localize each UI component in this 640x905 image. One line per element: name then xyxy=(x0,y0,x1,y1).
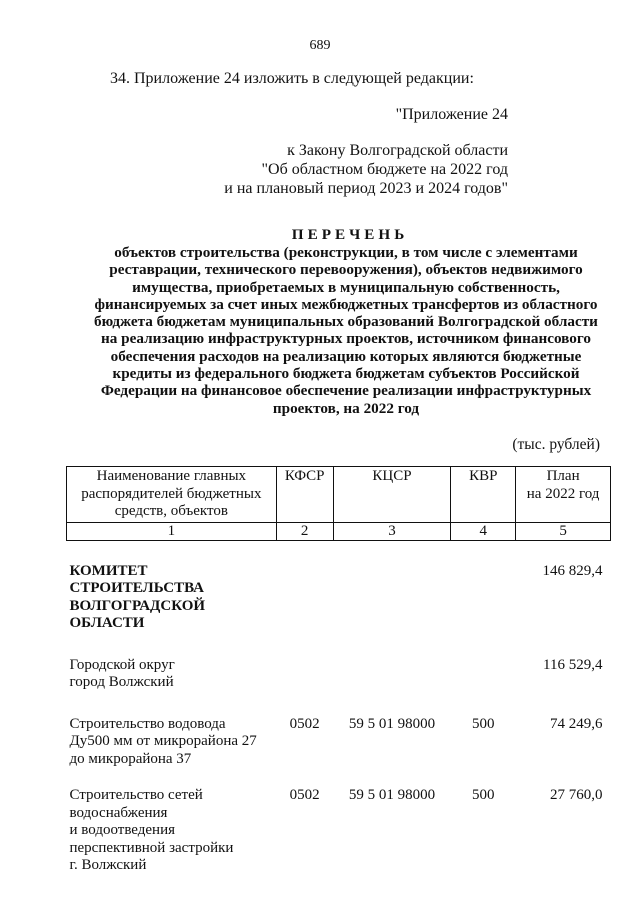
header-plan: План на 2022 год xyxy=(516,467,611,523)
column-number-row xyxy=(67,522,611,540)
header-kfsr: КФСР xyxy=(276,467,333,523)
row-amount: 146 829,4 xyxy=(542,562,603,579)
row-kvr xyxy=(451,657,516,692)
budget-table xyxy=(66,466,611,875)
row-kvr xyxy=(451,563,516,633)
page-number: 689 xyxy=(309,38,331,53)
header-kvr: КВР xyxy=(451,467,516,523)
header-name: Наименование главных распорядителей бюджетных средств, объектов xyxy=(67,467,277,523)
row-name: КОМИТЕТ СТРОИТЕЛЬСТВА ВОЛГОГРАДСКОЙ ОБЛАСТИ xyxy=(69,562,206,631)
row-kfsr: 0502 xyxy=(289,787,320,803)
row-name: Городской округ город Волжский xyxy=(69,656,175,690)
subheading-line: кредиты из федерального бюджета бюджетам субъектов Российской xyxy=(112,365,580,383)
subheading-line: Федерации на финансовое обеспечение реализации инфраструктурных xyxy=(100,382,592,400)
row-kfsr xyxy=(276,657,333,692)
amendment-instruction: 34. Приложение 24 изложить в следующей редакции: xyxy=(110,70,474,87)
column-number: 2 xyxy=(276,522,333,540)
table-row xyxy=(67,563,611,633)
row-kcsr xyxy=(333,563,451,633)
subheading-line: бюджета бюджетам муниципальных образований Волгоградской области xyxy=(94,313,598,331)
row-amount: 27 760,0 xyxy=(550,787,603,803)
row-kvr: 500 xyxy=(472,715,495,732)
subheading-line: имущества, приобретаемых в муниципальную собственность, xyxy=(132,278,560,296)
row-amount: 116 529,4 xyxy=(543,656,603,673)
table-row xyxy=(67,716,611,769)
units-label: (тыс. рублей) xyxy=(512,436,600,453)
column-number: 1 xyxy=(67,522,277,540)
subheading-line: финансируемых за счет иных межбюджетных трансфертов из областного xyxy=(94,295,598,313)
subheading-line: реставрации, технического перевооружения), объектов недвижимого xyxy=(109,261,583,279)
subheading-line: объектов строительства (реконструкции, в том числе с элементами xyxy=(114,244,578,261)
table-row xyxy=(67,787,611,875)
row-kfsr: 0502 xyxy=(289,715,320,732)
subheading-line: на реализацию инфраструктурных проектов, источником финансового xyxy=(101,330,591,348)
column-number: 5 xyxy=(516,522,611,540)
appendix-law-line: "Об областном бюджете на 2022 год xyxy=(261,161,508,178)
subheading-line: обеспечения расходов на реализацию которых являются бюджетные xyxy=(110,347,582,365)
row-kcsr xyxy=(333,657,451,692)
column-number: 4 xyxy=(451,522,516,540)
subheading-line: проектов, на 2022 год xyxy=(272,399,420,417)
row-name: Строительство сетей водоснабжения и водоотведения перспективной застройки г. Волжский xyxy=(69,787,234,873)
row-kcsr: 59 5 01 98000 xyxy=(348,787,436,803)
document-subheading xyxy=(66,244,626,417)
row-name: Строительство водовода Ду500 мм от микрорайона 27 до микрорайона 37 xyxy=(69,715,257,767)
appendix-caption xyxy=(224,105,508,198)
appendix-title: "Приложение 24 xyxy=(395,106,508,123)
header-kcsr: КЦСР xyxy=(333,467,451,523)
appendix-law-line: к Закону Волгоградской области xyxy=(287,142,508,159)
column-number: 3 xyxy=(333,522,451,540)
row-kfsr xyxy=(276,563,333,633)
row-kcsr: 59 5 01 98000 xyxy=(348,715,436,732)
document-heading: ПЕРЕЧЕНЬ xyxy=(291,226,409,243)
table-header-row xyxy=(67,467,611,523)
appendix-law-line: и на плановый период 2023 и 2024 годов" xyxy=(224,180,508,197)
row-amount: 74 249,6 xyxy=(550,715,603,732)
table-row xyxy=(67,657,611,692)
row-kvr: 500 xyxy=(472,787,495,803)
